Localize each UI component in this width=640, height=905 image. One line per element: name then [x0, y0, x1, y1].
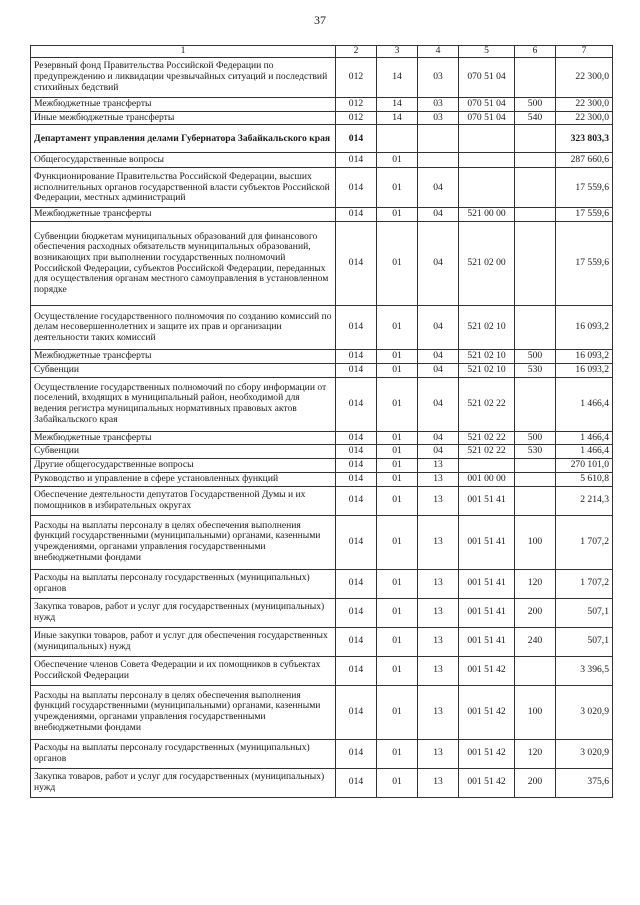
table-row [31, 685, 613, 739]
cell-admin-code: 012 [336, 58, 377, 98]
cell-amount: 22 300,0 [556, 98, 613, 112]
row-name-cell: Расходы на выплаты персоналу в целях обеспечения выполнения функций государственными (муниципальными) органами, казенными учреждениями, органами управления государственными внебюджетными фондами [31, 515, 336, 569]
cell-section: 01 [377, 208, 418, 222]
cell-expense-type [515, 153, 556, 168]
cell-expense-type [515, 222, 556, 306]
cell-admin-code: 014 [336, 685, 377, 739]
cell-target-item: 521 02 10 [459, 363, 515, 377]
table-row [31, 459, 613, 473]
cell-section: 01 [377, 445, 418, 459]
table-row [31, 768, 613, 797]
cell-amount: 5 610,8 [556, 472, 613, 486]
cell-amount: 507,1 [556, 598, 613, 627]
cell-admin-code: 012 [336, 98, 377, 112]
cell-section: 01 [377, 768, 418, 797]
cell-amount: 1 466,4 [556, 445, 613, 459]
cell-target-item: 070 51 04 [459, 111, 515, 125]
row-name-cell: Субвенции бюджетам муниципальных образований для финансового обеспечения расходных обязательств муниципальных образований, возникающих при выполнении государственных полномочий Российской Федерации, субъектов Российской Федерации, переданных для осуществления органам местного самоуправления в установленном порядке [31, 222, 336, 306]
table-row [31, 58, 613, 98]
cell-section: 01 [377, 306, 418, 350]
cell-subsection: 04 [418, 168, 459, 208]
cell-target-item: 001 51 41 [459, 515, 515, 569]
cell-subsection: 04 [418, 208, 459, 222]
column-header: 7 [556, 46, 613, 58]
cell-subsection: 13 [418, 685, 459, 739]
cell-amount: 2 214,3 [556, 486, 613, 515]
cell-section: 01 [377, 153, 418, 168]
cell-expense-type: 120 [515, 569, 556, 598]
column-header: 1 [31, 46, 336, 58]
table-row [31, 472, 613, 486]
cell-expense-type [515, 472, 556, 486]
cell-subsection: 13 [418, 569, 459, 598]
table-row [31, 656, 613, 685]
cell-expense-type [515, 125, 556, 153]
cell-target-item: 001 51 41 [459, 627, 515, 656]
cell-expense-type: 540 [515, 111, 556, 125]
cell-admin-code: 014 [336, 222, 377, 306]
cell-expense-type [515, 306, 556, 350]
cell-target-item: 001 51 41 [459, 598, 515, 627]
cell-target-item: 521 02 10 [459, 306, 515, 350]
cell-section: 01 [377, 472, 418, 486]
cell-admin-code: 014 [336, 486, 377, 515]
cell-subsection: 13 [418, 472, 459, 486]
cell-target-item: 521 00 00 [459, 208, 515, 222]
cell-amount: 16 093,2 [556, 363, 613, 377]
cell-amount: 16 093,2 [556, 306, 613, 350]
cell-admin-code: 014 [336, 627, 377, 656]
table-row [31, 98, 613, 112]
cell-amount: 3 020,9 [556, 685, 613, 739]
budget-table [30, 45, 613, 798]
row-name-cell: Расходы на выплаты персоналу государственных (муниципальных) органов [31, 569, 336, 598]
table-row [31, 208, 613, 222]
cell-target-item: 001 51 42 [459, 685, 515, 739]
column-header: 3 [377, 46, 418, 58]
cell-amount: 507,1 [556, 627, 613, 656]
table-body [31, 58, 613, 798]
cell-expense-type [515, 58, 556, 98]
column-header: 2 [336, 46, 377, 58]
cell-subsection: 04 [418, 350, 459, 364]
cell-expense-type [515, 168, 556, 208]
cell-subsection: 13 [418, 656, 459, 685]
cell-target-item: 521 02 22 [459, 445, 515, 459]
cell-section: 01 [377, 739, 418, 768]
row-name-cell: Резервный фонд Правительства Российской Федерации по предупреждению и ликвидации чрезвычайных ситуаций и последствий стихийных бедствий [31, 58, 336, 98]
row-name-cell: Межбюджетные трансферты [31, 208, 336, 222]
cell-admin-code: 014 [336, 125, 377, 153]
cell-target-item: 070 51 04 [459, 98, 515, 112]
cell-section [377, 125, 418, 153]
cell-target-item: 521 02 00 [459, 222, 515, 306]
cell-section: 14 [377, 98, 418, 112]
cell-section: 01 [377, 363, 418, 377]
cell-subsection: 04 [418, 363, 459, 377]
cell-target-item [459, 125, 515, 153]
cell-section: 01 [377, 515, 418, 569]
cell-admin-code: 014 [336, 768, 377, 797]
cell-subsection: 13 [418, 627, 459, 656]
cell-subsection: 03 [418, 58, 459, 98]
row-name-cell: Осуществление государственного полномочия по созданию комиссий по делам несовершеннолетних и защите их прав и организации деятельности таких комиссий [31, 306, 336, 350]
cell-subsection [418, 125, 459, 153]
column-header: 4 [418, 46, 459, 58]
row-name-cell: Другие общегосударственные вопросы [31, 459, 336, 473]
table-row [31, 431, 613, 445]
cell-amount: 17 559,6 [556, 222, 613, 306]
table-row [31, 739, 613, 768]
cell-admin-code: 012 [336, 111, 377, 125]
page-number: 37 [314, 13, 326, 27]
cell-target-item [459, 153, 515, 168]
cell-admin-code: 014 [336, 431, 377, 445]
column-header: 5 [459, 46, 515, 58]
cell-section: 14 [377, 58, 418, 98]
cell-amount: 1 707,2 [556, 569, 613, 598]
cell-subsection: 03 [418, 98, 459, 112]
cell-admin-code: 014 [336, 153, 377, 168]
cell-section: 01 [377, 222, 418, 306]
cell-amount: 1 466,4 [556, 377, 613, 431]
row-name-cell: Иные закупки товаров, работ и услуг для обеспечения государственных (муниципальных) нужд [31, 627, 336, 656]
cell-amount: 270 101,0 [556, 459, 613, 473]
cell-amount: 22 300,0 [556, 58, 613, 98]
cell-expense-type [515, 656, 556, 685]
cell-amount: 287 660,6 [556, 153, 613, 168]
cell-section: 01 [377, 685, 418, 739]
cell-expense-type: 200 [515, 598, 556, 627]
cell-target-item [459, 459, 515, 473]
row-name-cell: Функционирование Правительства Российской Федерации, высших исполнительных органов государственной власти субъектов Российской Федерации, местных администраций [31, 168, 336, 208]
cell-target-item: 001 51 41 [459, 486, 515, 515]
cell-subsection [418, 153, 459, 168]
cell-expense-type: 100 [515, 685, 556, 739]
table-row [31, 111, 613, 125]
cell-expense-type: 240 [515, 627, 556, 656]
table-row [31, 153, 613, 168]
cell-subsection: 04 [418, 306, 459, 350]
cell-subsection: 03 [418, 111, 459, 125]
cell-subsection: 13 [418, 486, 459, 515]
cell-amount: 3 020,9 [556, 739, 613, 768]
cell-section: 01 [377, 459, 418, 473]
cell-expense-type: 530 [515, 445, 556, 459]
cell-admin-code: 014 [336, 739, 377, 768]
cell-target-item: 001 51 42 [459, 739, 515, 768]
row-name-cell: Расходы на выплаты персоналу государственных (муниципальных) органов [31, 739, 336, 768]
table-row [31, 445, 613, 459]
row-name-cell: Департамент управления делами Губернатора Забайкальского края [31, 125, 336, 153]
cell-subsection: 13 [418, 515, 459, 569]
row-name-cell: Закупка товаров, работ и услуг для государственных (муниципальных) нужд [31, 768, 336, 797]
table-row [31, 125, 613, 153]
cell-admin-code: 014 [336, 377, 377, 431]
cell-expense-type: 100 [515, 515, 556, 569]
table-row [31, 515, 613, 569]
cell-section: 01 [377, 486, 418, 515]
cell-expense-type [515, 377, 556, 431]
cell-section: 01 [377, 168, 418, 208]
row-name-cell: Осуществление государственных полномочий по сбору информации от поселений, входящих в муниципальный район, необходимой для ведения регистра муниципальных нормативных правовых актов Забайкальского края [31, 377, 336, 431]
cell-admin-code: 014 [336, 306, 377, 350]
table-row [31, 598, 613, 627]
cell-subsection: 13 [418, 459, 459, 473]
cell-admin-code: 014 [336, 569, 377, 598]
cell-amount: 323 803,3 [556, 125, 613, 153]
table-row [31, 627, 613, 656]
cell-target-item: 521 02 10 [459, 350, 515, 364]
cell-admin-code: 014 [336, 208, 377, 222]
cell-expense-type: 500 [515, 98, 556, 112]
cell-section: 01 [377, 656, 418, 685]
row-name-cell: Расходы на выплаты персоналу в целях обеспечения выполнения функций государственными (муниципальными) органами, казенными учреждениями, органами управления государственными внебюджетными фондами [31, 685, 336, 739]
row-name-cell: Межбюджетные трансферты [31, 350, 336, 364]
cell-section: 14 [377, 111, 418, 125]
cell-admin-code: 014 [336, 445, 377, 459]
column-header: 6 [515, 46, 556, 58]
cell-amount: 17 559,6 [556, 168, 613, 208]
cell-target-item: 001 51 42 [459, 656, 515, 685]
cell-section: 01 [377, 377, 418, 431]
row-name-cell: Руководство и управление в сфере установленных функций [31, 472, 336, 486]
table-row [31, 363, 613, 377]
cell-admin-code: 014 [336, 459, 377, 473]
cell-subsection: 04 [418, 222, 459, 306]
cell-subsection: 04 [418, 377, 459, 431]
row-name-cell: Обеспечение деятельности депутатов Государственной Думы и их помощников в избирательных округах [31, 486, 336, 515]
cell-admin-code: 014 [336, 515, 377, 569]
row-name-cell: Субвенции [31, 445, 336, 459]
cell-amount: 375,6 [556, 768, 613, 797]
cell-admin-code: 014 [336, 363, 377, 377]
cell-amount: 1 707,2 [556, 515, 613, 569]
header-row [31, 46, 613, 58]
cell-section: 01 [377, 627, 418, 656]
cell-subsection: 13 [418, 768, 459, 797]
cell-target-item [459, 168, 515, 208]
cell-admin-code: 014 [336, 168, 377, 208]
table-row [31, 569, 613, 598]
cell-target-item: 001 51 42 [459, 768, 515, 797]
table-row [31, 350, 613, 364]
table-row [31, 222, 613, 306]
cell-amount: 1 466,4 [556, 431, 613, 445]
cell-subsection: 04 [418, 445, 459, 459]
cell-section: 01 [377, 569, 418, 598]
cell-expense-type: 500 [515, 431, 556, 445]
table-row [31, 377, 613, 431]
cell-expense-type: 500 [515, 350, 556, 364]
cell-expense-type [515, 208, 556, 222]
cell-target-item: 001 51 41 [459, 569, 515, 598]
cell-subsection: 13 [418, 739, 459, 768]
cell-subsection: 13 [418, 598, 459, 627]
cell-amount: 3 396,5 [556, 656, 613, 685]
cell-amount: 17 559,6 [556, 208, 613, 222]
row-name-cell: Иные межбюджетные трансферты [31, 111, 336, 125]
row-name-cell: Межбюджетные трансферты [31, 431, 336, 445]
cell-admin-code: 014 [336, 350, 377, 364]
cell-expense-type: 120 [515, 739, 556, 768]
cell-section: 01 [377, 598, 418, 627]
row-name-cell: Общегосударственные вопросы [31, 153, 336, 168]
table-row [31, 168, 613, 208]
row-name-cell: Межбюджетные трансферты [31, 98, 336, 112]
cell-admin-code: 014 [336, 656, 377, 685]
cell-admin-code: 014 [336, 598, 377, 627]
row-name-cell: Закупка товаров, работ и услуг для государственных (муниципальных) нужд [31, 598, 336, 627]
cell-amount: 16 093,2 [556, 350, 613, 364]
cell-admin-code: 014 [336, 472, 377, 486]
cell-expense-type: 200 [515, 768, 556, 797]
cell-target-item: 070 51 04 [459, 58, 515, 98]
cell-target-item: 521 02 22 [459, 377, 515, 431]
cell-target-item: 001 00 00 [459, 472, 515, 486]
cell-amount: 22 300,0 [556, 111, 613, 125]
cell-expense-type [515, 486, 556, 515]
cell-subsection: 04 [418, 431, 459, 445]
cell-expense-type: 530 [515, 363, 556, 377]
table-row [31, 306, 613, 350]
cell-expense-type [515, 459, 556, 473]
row-name-cell: Субвенции [31, 363, 336, 377]
cell-section: 01 [377, 431, 418, 445]
cell-section: 01 [377, 350, 418, 364]
table-row [31, 486, 613, 515]
cell-target-item: 521 02 22 [459, 431, 515, 445]
row-name-cell: Обеспечение членов Совета Федерации и их помощников в субъектах Российской Федерации [31, 656, 336, 685]
